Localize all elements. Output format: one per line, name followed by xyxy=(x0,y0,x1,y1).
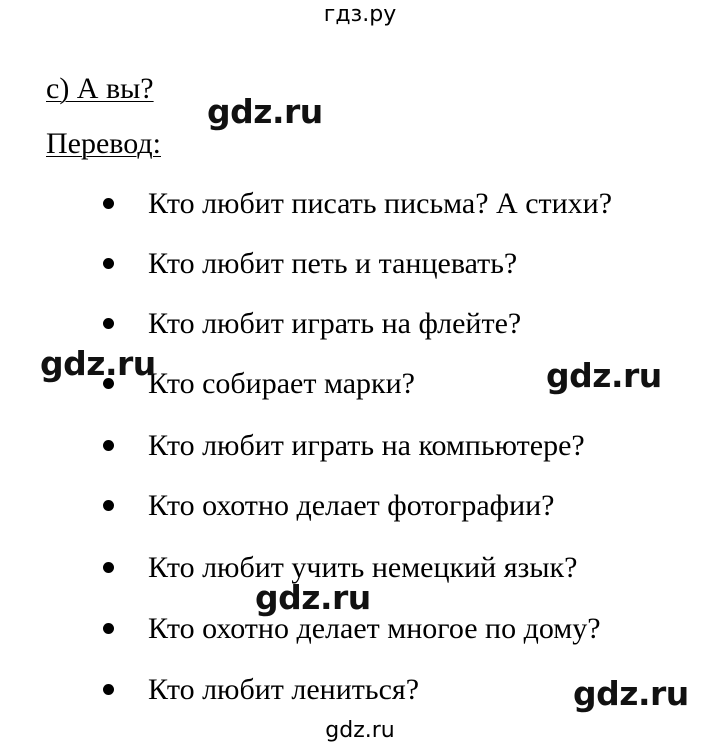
list-item-text: Кто любит лениться? xyxy=(148,673,420,706)
bullet-icon xyxy=(103,198,114,209)
bullet-icon xyxy=(103,500,114,511)
bullet-icon xyxy=(103,562,114,573)
list-item-text: Кто охотно делает фотографии? xyxy=(148,489,555,522)
list-item-text: Кто собирает марки? xyxy=(148,367,415,400)
translation-heading: Перевод: xyxy=(46,127,161,160)
bullet-icon xyxy=(103,623,114,634)
list-item-text: Кто любит петь и танцевать? xyxy=(148,247,518,280)
list-item-text: Кто любит играть на флейте? xyxy=(148,307,522,340)
watermark: gdz.ru xyxy=(255,578,371,617)
watermark: gdz.ru xyxy=(573,674,689,713)
list-item-text: Кто любит учить немецкий язык? xyxy=(148,551,578,584)
watermark: gdz.ru xyxy=(40,344,156,383)
watermark: gdz.ru xyxy=(207,92,323,131)
bullet-icon xyxy=(103,440,114,451)
section-label: c) А вы? xyxy=(46,72,154,105)
site-header: гдз.ру xyxy=(323,2,397,27)
bullet-icon xyxy=(103,258,114,269)
list-item-text: Кто охотно делает многое по дому? xyxy=(148,612,601,645)
bullet-icon xyxy=(103,684,114,695)
list-item-text: Кто любит играть на компьютере? xyxy=(148,429,585,462)
bullet-icon xyxy=(103,318,114,329)
list-item-text: Кто любит писать письма? А стихи? xyxy=(148,187,613,220)
watermark: gdz.ru xyxy=(546,356,662,395)
footer-watermark: gdz.ru xyxy=(325,718,395,743)
